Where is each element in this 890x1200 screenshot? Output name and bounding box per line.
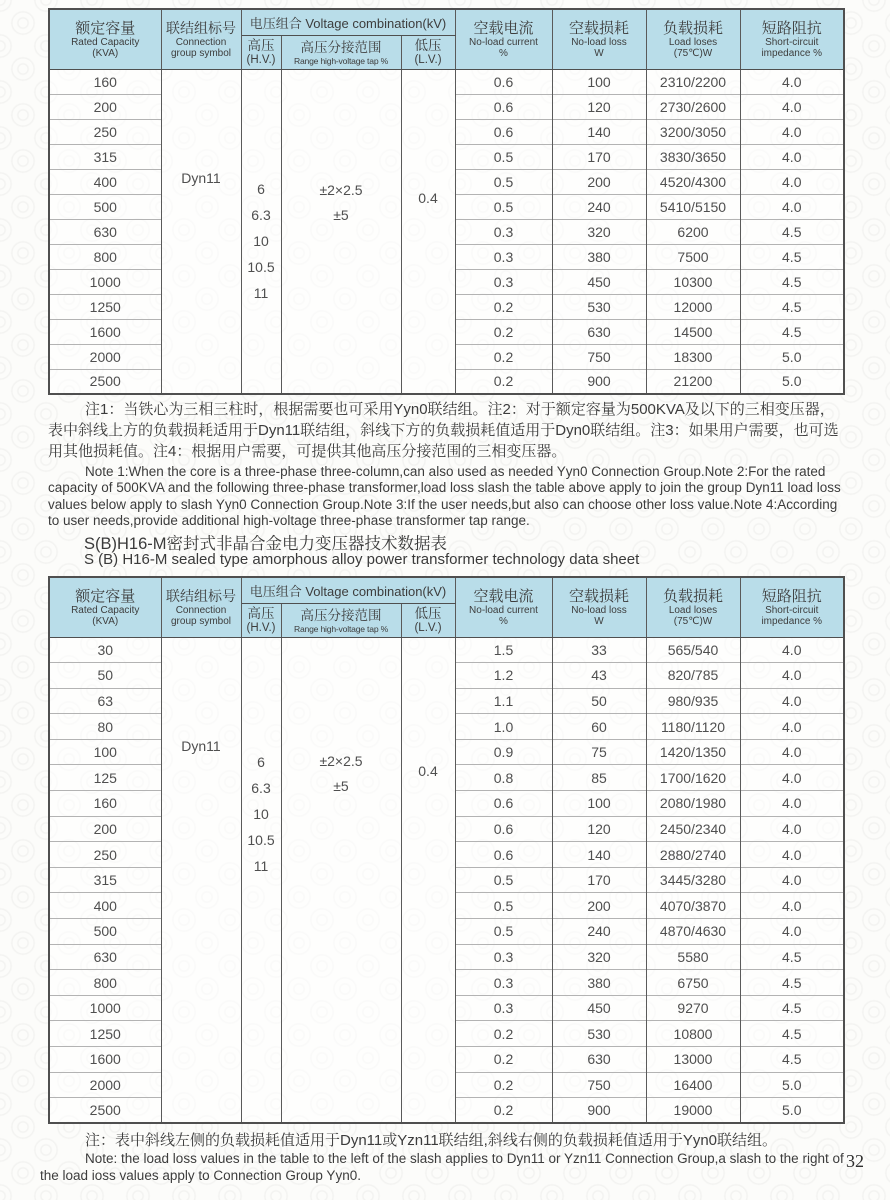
cell-rated-capacity: 250 xyxy=(49,842,161,868)
cell-noload-current: 0.3 xyxy=(455,269,552,294)
cell-impedance: 4.5 xyxy=(740,219,844,244)
header-unit: (KVA) xyxy=(92,47,119,59)
cell-noload-loss: 60 xyxy=(552,714,646,740)
cell-noload-loss: 120 xyxy=(552,816,646,842)
header-unit: (75℃)W xyxy=(673,47,713,59)
cell-rated-capacity: 1600 xyxy=(49,319,161,344)
cell-noload-current: 0.5 xyxy=(455,919,552,945)
header-zh: 高压分接范围 xyxy=(300,39,382,55)
col-header-noload-loss xyxy=(552,9,646,69)
cell-load-loss: 10300 xyxy=(646,269,740,294)
cell-load-loss: 6200 xyxy=(646,219,740,244)
cell-impedance: 5.0 xyxy=(740,1098,844,1124)
col-header-noload-loss xyxy=(552,577,646,637)
header-zh: 空载电流 xyxy=(473,19,534,37)
table1-note-zh: 注1：当铁心为三相三柱时，根据需要也可采用Yyn0联结组。注2：对于额定容量为500KVA及以下的三相变压器，表中斜线上方的负载损耗适用于Dyn11联结组，斜线下方的负载损耗值适用于Dyn0联结组。注3：如果用户需要，也可选用其他损耗值。注4：根据用户需要，可提供其他高压分接范围的三相变压器。 xyxy=(48,401,839,460)
cell-impedance: 4.5 xyxy=(740,269,844,294)
cell-rated-capacity: 500 xyxy=(49,194,161,219)
cell-noload-current: 0.6 xyxy=(455,94,552,119)
cell-lv-value: 0.4 xyxy=(401,637,455,1123)
col-header-rated-capacity xyxy=(49,9,161,69)
cell-noload-current: 0.5 xyxy=(455,169,552,194)
cell-rated-capacity: 160 xyxy=(49,791,161,817)
cell-rated-capacity: 400 xyxy=(49,169,161,194)
cell-load-loss: 21200 xyxy=(646,369,740,394)
cell-impedance: 4.5 xyxy=(740,244,844,269)
header-en: Connection xyxy=(175,604,227,616)
cell-impedance: 4.5 xyxy=(740,1021,844,1047)
tap-value: ±5 xyxy=(333,777,349,794)
cell-rated-capacity: 500 xyxy=(49,919,161,945)
cell-noload-current: 0.3 xyxy=(455,970,552,996)
tap-value: ±2×2.5 xyxy=(319,752,363,769)
header-en: (H.V.) xyxy=(246,54,276,66)
cell-load-loss: 4520/4300 xyxy=(646,169,740,194)
col-header-tap-range xyxy=(281,603,401,637)
cell-noload-current: 1.2 xyxy=(455,663,552,689)
header-en: Connection xyxy=(175,36,227,48)
cell-hv-values xyxy=(241,637,281,1123)
header-en: (L.V.) xyxy=(414,54,442,66)
cell-noload-loss: 750 xyxy=(552,1072,646,1098)
transformer-data-table-1 xyxy=(48,8,845,395)
cell-connection-group: Dyn11 xyxy=(161,637,241,1123)
cell-noload-current: 0.6 xyxy=(455,842,552,868)
cell-noload-loss: 240 xyxy=(552,919,646,945)
cell-rated-capacity: 1600 xyxy=(49,1047,161,1073)
cell-impedance: 4.0 xyxy=(740,194,844,219)
cell-noload-loss: 200 xyxy=(552,893,646,919)
cell-noload-loss: 170 xyxy=(552,144,646,169)
cell-noload-current: 0.8 xyxy=(455,765,552,791)
hv-value: 10 xyxy=(253,232,269,249)
cell-rated-capacity: 200 xyxy=(49,94,161,119)
cell-rated-capacity: 200 xyxy=(49,816,161,842)
header-en: Range high-voltage tap % xyxy=(293,55,389,66)
cell-noload-loss: 100 xyxy=(552,791,646,817)
cell-impedance: 4.0 xyxy=(740,663,844,689)
cell-rated-capacity: 63 xyxy=(49,688,161,714)
header-en: Rated Capacity xyxy=(71,36,140,48)
header-unit: % xyxy=(499,47,508,59)
header-unit: (KVA) xyxy=(92,615,119,627)
header-zh: 短路阻抗 xyxy=(761,19,822,37)
cell-load-loss: 19000 xyxy=(646,1098,740,1124)
cell-noload-current: 0.2 xyxy=(455,369,552,394)
cell-impedance: 4.0 xyxy=(740,816,844,842)
header-unit: W xyxy=(594,47,604,59)
cell-rated-capacity: 630 xyxy=(49,219,161,244)
header-zh: 额定容量 xyxy=(75,587,136,605)
col-header-lv xyxy=(401,35,455,69)
cell-load-loss: 565/540 xyxy=(646,637,740,663)
tap-value: ±2×2.5 xyxy=(319,181,363,198)
hv-value: 10.5 xyxy=(247,831,275,848)
cell-noload-loss: 630 xyxy=(552,1047,646,1073)
cell-noload-loss: 85 xyxy=(552,765,646,791)
cell-rated-capacity: 160 xyxy=(49,69,161,94)
col-header-noload-current xyxy=(455,9,552,69)
header-zh: 空载损耗 xyxy=(568,19,629,37)
cell-noload-loss: 380 xyxy=(552,970,646,996)
cell-impedance: 4.0 xyxy=(740,94,844,119)
header-zh: 低压 xyxy=(414,38,442,53)
header-en: (L.V.) xyxy=(414,622,442,634)
cell-load-loss: 16400 xyxy=(646,1072,740,1098)
hv-value: 10 xyxy=(253,805,269,822)
header-zh: 高压分接范围 xyxy=(300,607,382,623)
col-header-voltage-combination xyxy=(241,577,455,603)
cell-load-loss: 9270 xyxy=(646,995,740,1021)
table-row xyxy=(49,69,844,94)
cell-noload-current: 0.2 xyxy=(455,1098,552,1124)
cell-rated-capacity: 315 xyxy=(49,144,161,169)
cell-noload-loss: 530 xyxy=(552,1021,646,1047)
cell-noload-current: 0.2 xyxy=(455,1047,552,1073)
page-number: 32 xyxy=(846,1151,864,1171)
cell-load-loss: 3445/3280 xyxy=(646,867,740,893)
col-header-connection-group xyxy=(161,577,241,637)
cell-noload-loss: 200 xyxy=(552,169,646,194)
cell-noload-loss: 75 xyxy=(552,739,646,765)
header-en: No-load loss xyxy=(571,36,627,48)
cell-noload-loss: 240 xyxy=(552,194,646,219)
table-body xyxy=(49,69,844,394)
header-zh: 联结组标号 xyxy=(166,587,236,604)
cell-noload-loss: 100 xyxy=(552,69,646,94)
cell-impedance: 4.0 xyxy=(740,765,844,791)
header-zh: 联结组标号 xyxy=(166,19,236,36)
cell-noload-loss: 750 xyxy=(552,344,646,369)
cell-load-loss: 4870/4630 xyxy=(646,919,740,945)
header-en: group symbol xyxy=(170,47,232,59)
cell-connection-group: Dyn11 xyxy=(161,69,241,394)
cell-rated-capacity: 30 xyxy=(49,637,161,663)
cell-rated-capacity: 250 xyxy=(49,119,161,144)
header-zh: 负载损耗 xyxy=(662,587,723,605)
cell-noload-loss: 900 xyxy=(552,369,646,394)
cell-load-loss: 6750 xyxy=(646,970,740,996)
cell-load-loss: 2730/2600 xyxy=(646,94,740,119)
cell-load-loss: 18300 xyxy=(646,344,740,369)
cell-impedance: 5.0 xyxy=(740,369,844,394)
cell-load-loss: 3200/3050 xyxy=(646,119,740,144)
header-zh: 额定容量 xyxy=(75,19,136,37)
cell-noload-current: 0.2 xyxy=(455,294,552,319)
cell-noload-current: 0.9 xyxy=(455,739,552,765)
header-unit: % xyxy=(499,615,508,627)
transformer-data-table-2 xyxy=(48,576,845,1124)
header-zh-en: 电压组合 Voltage combination(kV) xyxy=(249,583,447,599)
table-row xyxy=(49,637,844,663)
header-zh: 空载电流 xyxy=(473,587,534,605)
cell-noload-current: 0.6 xyxy=(455,816,552,842)
cell-impedance: 4.5 xyxy=(740,970,844,996)
cell-rated-capacity: 315 xyxy=(49,867,161,893)
cell-noload-loss: 140 xyxy=(552,842,646,868)
header-zh-en: 电压组合 Voltage combination(kV) xyxy=(249,15,447,31)
cell-rated-capacity: 50 xyxy=(49,663,161,689)
header-zh: 空载损耗 xyxy=(568,587,629,605)
header-unit: impedance % xyxy=(761,615,823,627)
cell-impedance: 4.0 xyxy=(740,714,844,740)
cell-impedance: 4.5 xyxy=(740,995,844,1021)
header-unit: (75℃)W xyxy=(673,615,713,627)
cell-impedance: 5.0 xyxy=(740,344,844,369)
header-zh: 高压 xyxy=(247,606,275,621)
cell-noload-loss: 33 xyxy=(552,637,646,663)
cell-rated-capacity: 1000 xyxy=(49,995,161,1021)
cell-rated-capacity: 2000 xyxy=(49,1072,161,1098)
header-zh: 低压 xyxy=(414,606,442,621)
cell-tap-range xyxy=(281,637,401,1123)
header-en: Short-circuit xyxy=(765,604,819,616)
header-en: No-load loss xyxy=(571,604,627,616)
cell-load-loss: 13000 xyxy=(646,1047,740,1073)
cell-hv-values xyxy=(241,69,281,394)
cell-rated-capacity: 2500 xyxy=(49,369,161,394)
header-zh: 短路阻抗 xyxy=(761,587,822,605)
header-en: Load loses xyxy=(668,604,718,616)
header-unit: impedance % xyxy=(761,47,823,59)
cell-load-loss: 4070/3870 xyxy=(646,893,740,919)
cell-noload-loss: 530 xyxy=(552,294,646,319)
cell-rated-capacity: 800 xyxy=(49,970,161,996)
header-en: group symbol xyxy=(170,615,232,627)
hv-value: 10.5 xyxy=(247,258,275,275)
cell-noload-current: 1.5 xyxy=(455,637,552,663)
cell-load-loss: 1700/1620 xyxy=(646,765,740,791)
header-en: (H.V.) xyxy=(246,622,276,634)
cell-load-loss: 2310/2200 xyxy=(646,69,740,94)
cell-impedance: 4.5 xyxy=(740,294,844,319)
cell-impedance: 4.0 xyxy=(740,893,844,919)
header-en: Range high-voltage tap % xyxy=(293,623,389,634)
cell-load-loss: 14500 xyxy=(646,319,740,344)
cell-load-loss: 820/785 xyxy=(646,663,740,689)
cell-noload-current: 0.2 xyxy=(455,1021,552,1047)
cell-impedance: 4.0 xyxy=(740,739,844,765)
hv-value: 6 xyxy=(257,180,265,197)
table2-note-zh: 注：表中斜线左侧的负载损耗值适用于Dyn11或Yzn11联结组,斜线右侧的负载损耗值适用于Yyn0联结组。 xyxy=(85,1132,778,1149)
cell-noload-loss: 170 xyxy=(552,867,646,893)
cell-impedance: 4.5 xyxy=(740,1047,844,1073)
cell-noload-loss: 900 xyxy=(552,1098,646,1124)
cell-noload-current: 0.5 xyxy=(455,867,552,893)
cell-impedance: 4.0 xyxy=(740,791,844,817)
cell-rated-capacity: 2000 xyxy=(49,344,161,369)
cell-rated-capacity: 1000 xyxy=(49,269,161,294)
cell-rated-capacity: 630 xyxy=(49,944,161,970)
hv-value: 11 xyxy=(253,857,269,874)
cell-impedance: 4.0 xyxy=(740,169,844,194)
col-header-tap-range xyxy=(281,35,401,69)
cell-noload-current: 0.6 xyxy=(455,791,552,817)
col-header-voltage-combination xyxy=(241,9,455,35)
cell-noload-loss: 43 xyxy=(552,663,646,689)
cell-load-loss: 10800 xyxy=(646,1021,740,1047)
cell-noload-current: 0.5 xyxy=(455,893,552,919)
table1-note-en: Note 1:When the core is a three-phase three-column,can also used as needed Yyn0 Connection Group.Note 2:For the rated capacity of 500KVA and the following three-phase transformer,load loss slash the table above apply to join the group Dyn11 load loss values below apply to slash Yyn0 Connection Group.Note 3:If the user needs,but also can choose other loss value.Note 4:According to user needs,provide additional high-voltage three-phase transformer tap range. xyxy=(48,464,841,528)
cell-load-loss: 980/935 xyxy=(646,688,740,714)
cell-noload-current: 0.5 xyxy=(455,144,552,169)
cell-rated-capacity: 1250 xyxy=(49,1021,161,1047)
col-header-hv xyxy=(241,603,281,637)
hv-value: 11 xyxy=(253,284,269,301)
cell-load-loss: 3830/3650 xyxy=(646,144,740,169)
section2-title-zh: S(B)H16-M密封式非晶合金电力变压器技术数据表 xyxy=(84,535,448,553)
section2-title-en: S (B) H16-M sealed type amorphous alloy power transformer technology data sheet xyxy=(84,551,640,568)
cell-impedance: 4.0 xyxy=(740,119,844,144)
cell-load-loss: 1420/1350 xyxy=(646,739,740,765)
cell-noload-loss: 320 xyxy=(552,219,646,244)
cell-noload-current: 0.3 xyxy=(455,219,552,244)
cell-impedance: 4.0 xyxy=(740,842,844,868)
cell-noload-loss: 380 xyxy=(552,244,646,269)
cell-rated-capacity: 1250 xyxy=(49,294,161,319)
cell-noload-current: 0.3 xyxy=(455,995,552,1021)
cell-noload-current: 0.3 xyxy=(455,944,552,970)
header-en: No-load current xyxy=(469,36,538,48)
table-header xyxy=(49,577,844,637)
cell-load-loss: 1180/1120 xyxy=(646,714,740,740)
cell-rated-capacity: 400 xyxy=(49,893,161,919)
cell-impedance: 5.0 xyxy=(740,1072,844,1098)
cell-noload-loss: 630 xyxy=(552,319,646,344)
header-en: Rated Capacity xyxy=(71,604,140,616)
cell-noload-current: 0.6 xyxy=(455,119,552,144)
cell-noload-current: 0.2 xyxy=(455,319,552,344)
cell-noload-loss: 320 xyxy=(552,944,646,970)
cell-noload-current: 1.0 xyxy=(455,714,552,740)
hv-value: 6.3 xyxy=(251,206,271,223)
cell-load-loss: 12000 xyxy=(646,294,740,319)
header-en: No-load current xyxy=(469,604,538,616)
cell-rated-capacity: 100 xyxy=(49,739,161,765)
cell-noload-loss: 450 xyxy=(552,995,646,1021)
header-zh: 负载损耗 xyxy=(662,19,723,37)
header-zh: 高压 xyxy=(247,38,275,53)
cell-impedance: 4.0 xyxy=(740,637,844,663)
cell-noload-loss: 50 xyxy=(552,688,646,714)
cell-rated-capacity: 2500 xyxy=(49,1098,161,1124)
cell-impedance: 4.0 xyxy=(740,69,844,94)
col-header-impedance xyxy=(740,577,844,637)
cell-noload-current: 1.1 xyxy=(455,688,552,714)
tap-value: ±5 xyxy=(333,206,349,223)
cell-impedance: 4.0 xyxy=(740,919,844,945)
table-body xyxy=(49,637,844,1123)
hv-value: 6 xyxy=(257,753,265,770)
col-header-noload-current xyxy=(455,577,552,637)
cell-tap-range xyxy=(281,69,401,394)
cell-load-loss: 2880/2740 xyxy=(646,842,740,868)
cell-load-loss: 5410/5150 xyxy=(646,194,740,219)
header-en: Short-circuit xyxy=(765,36,819,48)
cell-rated-capacity: 125 xyxy=(49,765,161,791)
cell-noload-current: 0.6 xyxy=(455,69,552,94)
col-header-connection-group xyxy=(161,9,241,69)
col-header-hv xyxy=(241,35,281,69)
col-header-rated-capacity xyxy=(49,577,161,637)
cell-impedance: 4.5 xyxy=(740,319,844,344)
cell-noload-loss: 140 xyxy=(552,119,646,144)
cell-impedance: 4.5 xyxy=(740,944,844,970)
cell-noload-loss: 450 xyxy=(552,269,646,294)
cell-rated-capacity: 800 xyxy=(49,244,161,269)
cell-noload-current: 0.2 xyxy=(455,1072,552,1098)
col-header-impedance xyxy=(740,9,844,69)
header-unit: W xyxy=(594,615,604,627)
cell-noload-current: 0.5 xyxy=(455,194,552,219)
cell-load-loss: 2450/2340 xyxy=(646,816,740,842)
header-en: Load loses xyxy=(668,36,718,48)
cell-impedance: 4.0 xyxy=(740,688,844,714)
cell-noload-current: 0.3 xyxy=(455,244,552,269)
cell-noload-current: 0.2 xyxy=(455,344,552,369)
cell-load-loss: 2080/1980 xyxy=(646,791,740,817)
cell-noload-loss: 120 xyxy=(552,94,646,119)
col-header-load-loss xyxy=(646,577,740,637)
cell-rated-capacity: 80 xyxy=(49,714,161,740)
cell-impedance: 4.0 xyxy=(740,144,844,169)
cell-lv-value: 0.4 xyxy=(401,69,455,394)
cell-load-loss: 7500 xyxy=(646,244,740,269)
cell-load-loss: 5580 xyxy=(646,944,740,970)
table2-note-en: Note: the load loss values in the table to the left of the slash applies to Dyn11 or Yzn11 Connection Group,a slash to the right of the load ioss values apply to Connection Group Yyn0. xyxy=(40,1151,844,1183)
cell-impedance: 4.0 xyxy=(740,867,844,893)
col-header-load-loss xyxy=(646,9,740,69)
col-header-lv xyxy=(401,603,455,637)
table-header xyxy=(49,9,844,69)
hv-value: 6.3 xyxy=(251,779,271,796)
